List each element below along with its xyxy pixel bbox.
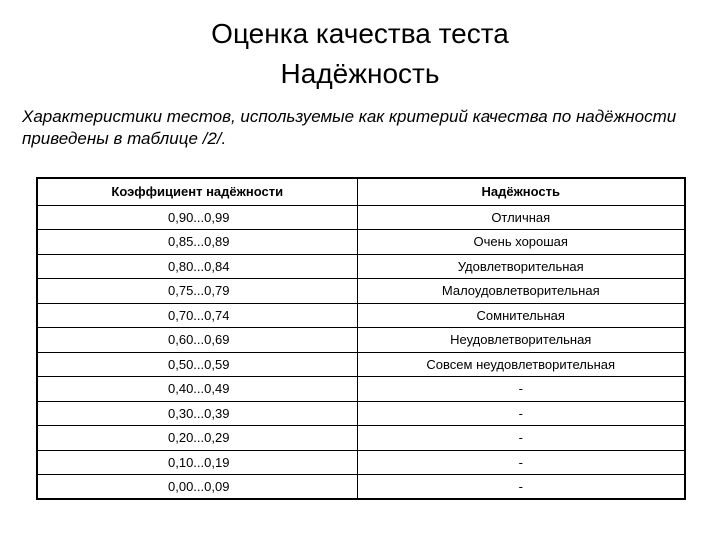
cell-reliability: Очень хорошая <box>357 230 685 255</box>
cell-reliability: - <box>518 479 523 494</box>
table-row <box>37 475 685 500</box>
cell-reliability: - <box>357 401 685 426</box>
cell-coefficient: 0,60...0,69 <box>37 328 357 353</box>
table-row <box>37 352 685 377</box>
table-row <box>37 401 685 426</box>
cell-coefficient: 0,90...0,99 <box>37 205 357 230</box>
title-line-2: Надёжность <box>280 58 440 89</box>
intro-line-2: приведены в таблице /2/. <box>22 129 227 148</box>
table-header-row <box>37 178 685 205</box>
cell-coefficient: 0,30...0,39 <box>37 401 357 426</box>
cell-coefficient: 0,85...0,89 <box>37 230 357 255</box>
table-body <box>37 205 685 499</box>
cell-reliability: Отличная <box>357 205 685 230</box>
slide-title <box>0 14 720 94</box>
table-row <box>37 328 685 353</box>
intro-paragraph <box>22 106 712 150</box>
reliability-table <box>36 177 686 500</box>
cell-reliability: Неудовлетворительная <box>357 328 685 353</box>
table-row <box>37 205 685 230</box>
table-row <box>37 377 685 402</box>
cell-reliability: - <box>357 450 685 475</box>
cell-coefficient: 0,40...0,49 <box>37 377 357 402</box>
table-row <box>37 426 685 451</box>
table-row <box>37 303 685 328</box>
cell-reliability: - <box>357 377 685 402</box>
cell-reliability: Малоудовлетворительная <box>357 279 685 304</box>
cell-reliability: Совсем неудовлетворительная <box>357 352 685 377</box>
header-coefficient: Коэффициент надёжности <box>37 178 357 205</box>
header-reliability: Надёжность <box>357 178 685 205</box>
cell-reliability: Удовлетворительная <box>357 254 685 279</box>
cell-coefficient: 0,70...0,74 <box>37 303 357 328</box>
cell-coefficient: 0,80...0,84 <box>37 254 357 279</box>
cell-reliability: - <box>357 426 685 451</box>
cell-reliability: Сомнительная <box>357 303 685 328</box>
cell-coefficient: 0,20...0,29 <box>37 426 357 451</box>
table-row <box>37 450 685 475</box>
table-row <box>37 230 685 255</box>
title-line-1: Оценка качества теста <box>211 18 509 49</box>
cell-coefficient: 0,75...0,79 <box>37 279 357 304</box>
intro-line-1: Характеристики тестов, используемые как критерий качества по надёжности <box>22 107 677 126</box>
cell-coefficient: 0,00...0,09 <box>37 475 357 500</box>
cell-coefficient: 0,50...0,59 <box>37 352 357 377</box>
cell-coefficient: 0,10...0,19 <box>37 450 357 475</box>
table-row <box>37 254 685 279</box>
table-row <box>37 279 685 304</box>
